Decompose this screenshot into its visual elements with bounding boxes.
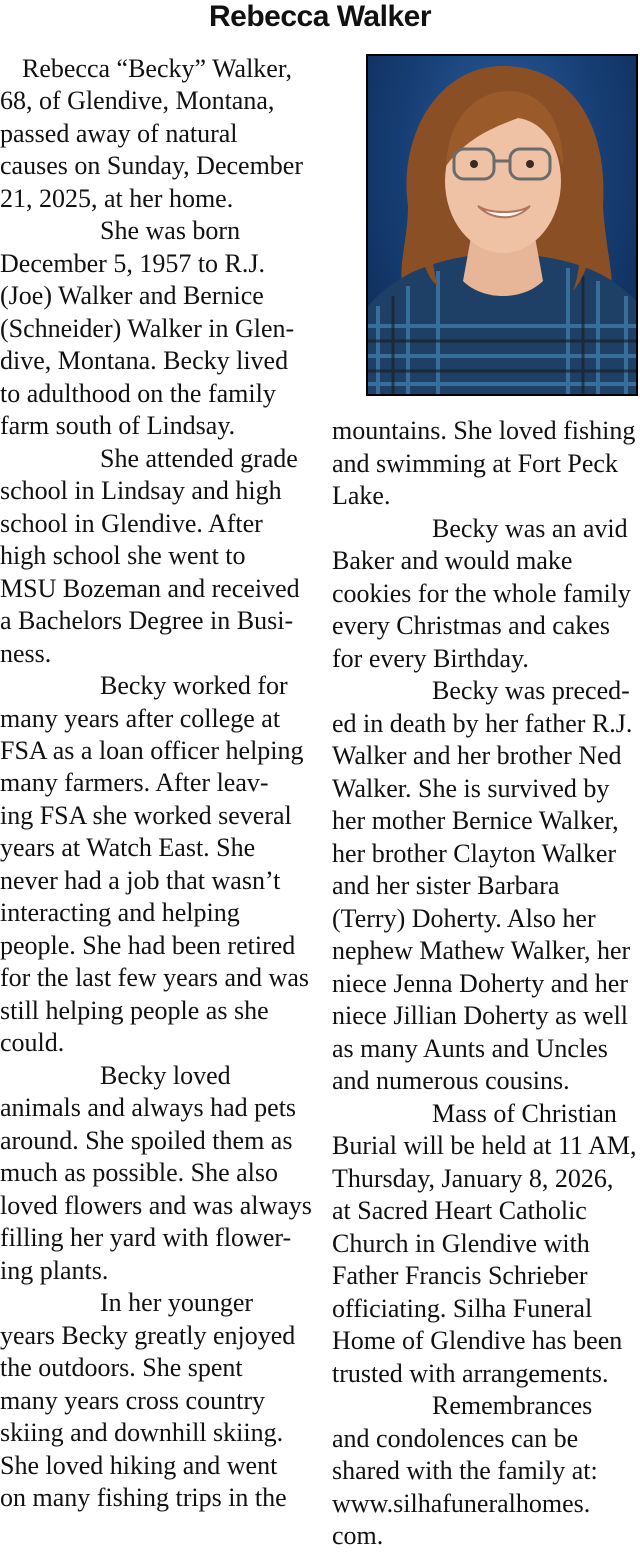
text-line: (Joe) Walker and Bernice — [0, 281, 264, 310]
text-line: years at Watch East. She — [0, 833, 256, 862]
text-line: Mass of Christian — [432, 1098, 617, 1128]
text-line: December 5, 1957 to R.J. — [0, 249, 266, 278]
text-line: filling her yard with flower- — [0, 1223, 292, 1252]
text-line: animals and always had pets — [0, 1093, 297, 1122]
text-line: She loved hiking and went — [0, 1451, 278, 1480]
text-line: Lake. — [332, 481, 391, 510]
text-line: her mother Bernice Walker, — [332, 806, 619, 835]
text-line: She was born — [100, 216, 241, 245]
text-line: ing FSA she worked several — [0, 801, 292, 830]
text-line: Rebecca “Becky” Walker, — [22, 54, 292, 83]
text-line: years Becky greatly enjoyed — [0, 1321, 296, 1350]
text-line: www.silhafuneralhomes. — [332, 1488, 591, 1518]
text-line: Walker. She is survived by — [332, 773, 610, 803]
text-line: and swimming at Fort Peck — [332, 448, 618, 478]
text-line: nephew Mathew Walker, her — [332, 936, 631, 965]
text-line: MSU Bozeman and received — [0, 574, 300, 603]
obituary-title: Rebecca Walker — [208, 0, 431, 33]
text-line: skiing and downhill skiing. — [0, 1418, 284, 1447]
text-line: and her sister Barbara — [332, 871, 560, 900]
text-line: many years after college at — [0, 704, 281, 733]
text-line: at Sacred Heart Catholic — [332, 1196, 587, 1225]
text-line: officiating. Silha Funeral — [332, 1293, 593, 1323]
text-line: farm south of Lindsay. — [0, 411, 236, 440]
text-line: every Christmas and cakes — [332, 611, 610, 640]
text-line: many years cross country — [0, 1386, 265, 1415]
text-line: cookies for the whole family — [332, 578, 631, 608]
text-line: interacting and helping — [0, 898, 240, 927]
text-line: (Schneider) Walker in Glen- — [0, 314, 295, 343]
portrait-illustration — [368, 56, 636, 394]
text-line: around. She spoiled them as — [0, 1126, 293, 1155]
text-line: Church in Glendive with — [332, 1228, 590, 1258]
text-line: ing plants. — [0, 1256, 109, 1285]
text-line: 68, of Glendive, Montana, — [0, 86, 275, 115]
text-line: niece Jenna Doherty and her — [332, 968, 628, 998]
text-line: school in Glendive. After — [0, 509, 263, 538]
text-line: as many Aunts and Uncles — [332, 1033, 608, 1063]
text-line: shared with the family at: — [332, 1456, 598, 1485]
text-line: Home of Glendive has been — [332, 1326, 623, 1355]
text-line: Father Francis Schrieber — [332, 1261, 588, 1290]
text-line: Thursday, January 8, 2026, — [332, 1163, 614, 1193]
text-line: many farmers. After leav- — [0, 768, 269, 797]
text-line: for every Birthday. — [332, 643, 529, 673]
text-line: on many fishing trips in the — [0, 1483, 287, 1512]
text-line: dive, Montana. Becky lived — [0, 346, 289, 375]
text-line: high school she went to — [0, 541, 246, 570]
text-line: a Bachelors Degree in Busi- — [0, 606, 294, 635]
text-line: and condolences can be — [332, 1423, 579, 1453]
text-line: Burial will be held at 11 AM, — [332, 1131, 637, 1160]
text-line: still helping people as she — [0, 996, 269, 1025]
text-line: school in Lindsay and high — [0, 476, 282, 505]
text-line: She attended grade — [100, 444, 298, 473]
text-line: Walker and her brother Ned — [332, 741, 622, 770]
text-line: ed in death by her father R.J. — [332, 708, 633, 738]
text-line: (Terry) Doherty. Also her — [332, 903, 596, 933]
text-line: passed away of natural — [0, 119, 238, 148]
text-line: Remembrances — [432, 1391, 593, 1420]
text-line: and numerous cousins. — [332, 1066, 570, 1095]
text-line: FSA as a loan officer helping — [0, 736, 304, 765]
text-line: loved flowers and was always — [0, 1191, 312, 1220]
text-line: causes on Sunday, December — [0, 151, 303, 180]
text-line: Becky was an avid — [432, 513, 628, 543]
text-line: the outdoors. She spent — [0, 1353, 243, 1382]
portrait-photo — [366, 54, 638, 396]
text-line: In her younger — [100, 1288, 254, 1317]
text-line: 21, 2025, at her home. — [0, 184, 234, 213]
text-line: Becky was preced- — [432, 676, 630, 705]
text-line: to adulthood on the family — [0, 379, 276, 408]
text-line: ness. — [0, 639, 52, 668]
text-line: for the last few years and was — [0, 963, 309, 992]
text-line: could. — [0, 1028, 65, 1057]
text-line: mountains. She loved fishing — [332, 416, 636, 445]
text-line: Becky loved — [100, 1061, 231, 1090]
text-line: never had a job that wasn’t — [0, 866, 281, 895]
text-line: trusted with arrangements. — [332, 1358, 609, 1388]
text-line: Becky worked for — [100, 671, 288, 700]
text-line: much as possible. She also — [0, 1158, 279, 1187]
text-line: Baker and would make — [332, 546, 573, 575]
text-line: com. — [332, 1521, 384, 1550]
text-line: niece Jillian Doherty as well — [332, 1001, 629, 1030]
text-line: her brother Clayton Walker — [332, 838, 617, 868]
text-line: people. She had been retired — [0, 931, 296, 960]
